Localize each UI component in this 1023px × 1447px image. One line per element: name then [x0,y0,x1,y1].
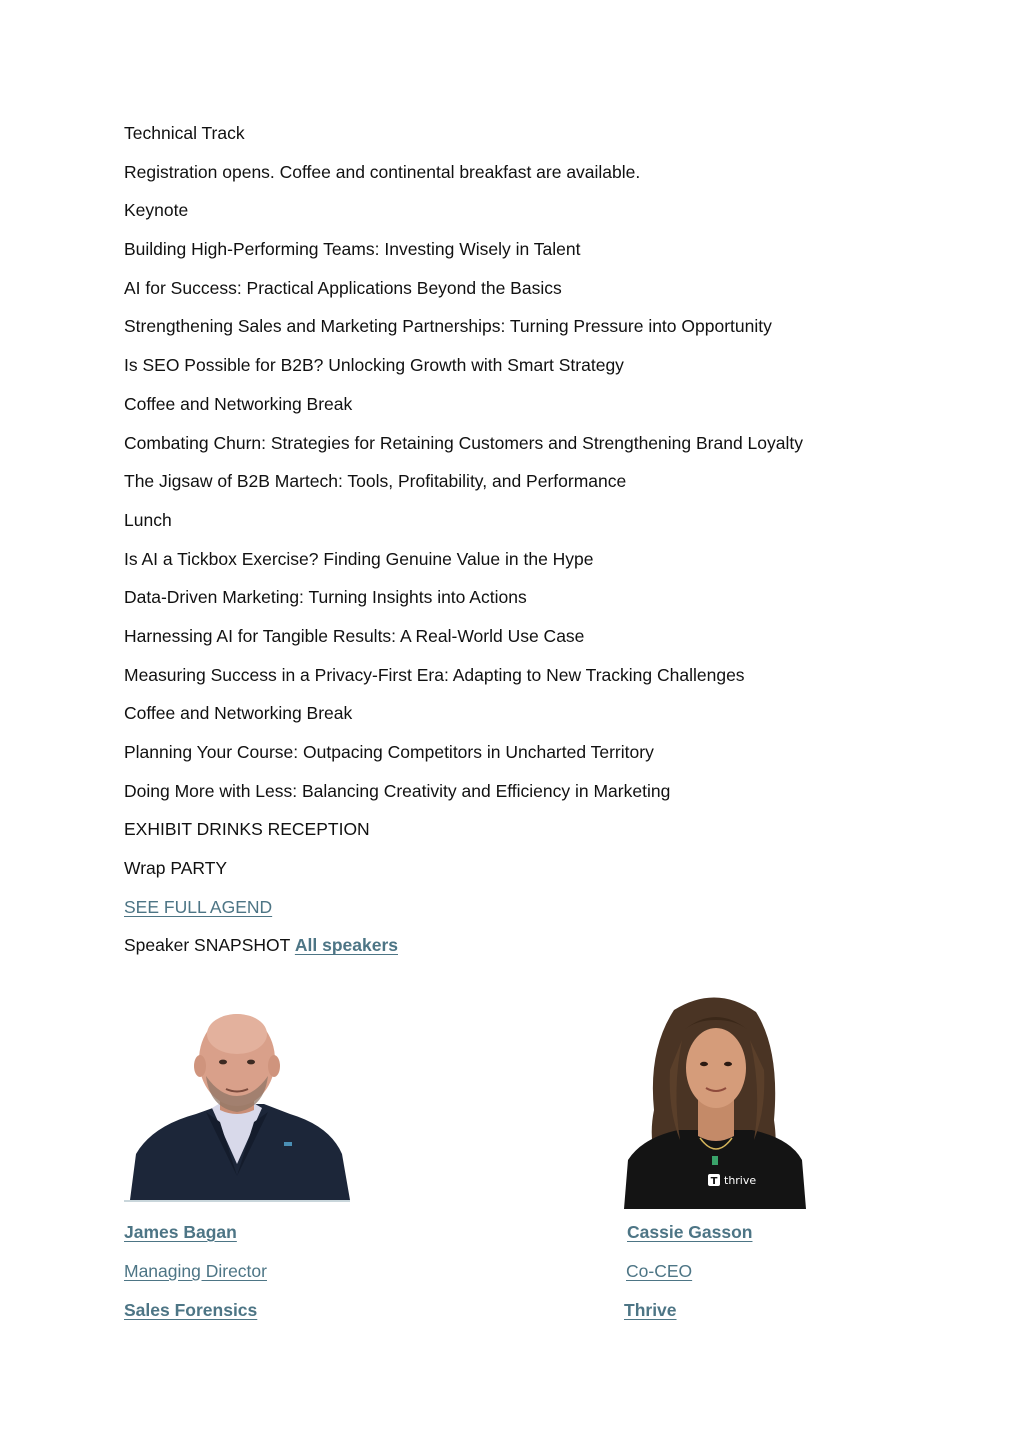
speaker-name-link[interactable]: Cassie Gasson [627,1222,753,1242]
speaker-org-link[interactable]: Sales Forensics [124,1300,258,1320]
agenda-item: Coffee and Networking Break [124,703,353,724]
agenda-item: The Jigsaw of B2B Martech: Tools, Profitability, and Performance [124,471,627,492]
full-agenda-row [124,896,904,918]
agenda-item: Combating Churn: Strategies for Retaining Customers and Strengthening Brand Loyalty [124,432,803,453]
speaker-name-link[interactable]: James Bagan [124,1222,237,1242]
agenda-section [124,122,904,973]
agenda-item: Lunch [124,509,172,530]
agenda-item: Registration opens. Coffee and continental breakfast are available. [124,161,641,182]
agenda-item: Measuring Success in a Privacy-First Era: Adapting to New Tracking Challenges [124,664,745,685]
speaker-photo-image [124,1004,350,1200]
agenda-item: Strengthening Sales and Marketing Partnerships: Turning Pressure into Opportunity [124,316,772,337]
agenda-item: Data-Driven Marketing: Turning Insights into Actions [124,587,527,608]
agenda-item: Harnessing AI for Tangible Results: A Real-World Use Case [124,625,585,646]
agenda-item: Wrap PARTY [124,858,228,879]
agenda-item: Coffee and Networking Break [124,393,353,414]
agenda-item: Planning Your Course: Outpacing Competitors in Uncharted Territory [124,742,654,762]
speaker-role-link[interactable]: Managing Director [124,1261,267,1281]
speaker-photo-image [624,990,806,1209]
speaker-photo[interactable] [624,990,806,1209]
agenda-item: Doing More with Less: Balancing Creativity and Efficiency in Marketing [124,780,671,801]
speaker-snapshot-row [124,934,904,956]
agenda-item: Technical Track [124,123,245,143]
agenda-item: EXHIBIT DRINKS RECEPTION [124,819,370,840]
agenda-item: AI for Success: Practical Applications Beyond the Basics [124,277,562,298]
all-speakers-link[interactable]: All speakers [294,935,398,956]
agenda-item: Building High-Performing Teams: Investing Wisely in Talent [124,239,581,260]
speaker-org-link[interactable]: Thrive [624,1300,677,1320]
agenda-item: Is AI a Tickbox Exercise? Finding Genuine Value in the Hype [124,548,594,569]
speaker-photo[interactable] [124,1004,350,1202]
speaker-role-link[interactable]: Co-CEO [626,1261,693,1281]
thrive-shirt-logo: thrive [724,1174,757,1187]
speaker-grid [124,990,924,1330]
speaker-snapshot-label: Speaker SNAPSHOT [124,935,290,956]
svg-text:T: T [710,1176,718,1187]
agenda-item: Is SEO Possible for B2B? Unlocking Growth with Smart Strategy [124,355,624,376]
full-agenda-link[interactable]: SEE FULL AGEND [124,896,273,917]
agenda-item: Keynote [124,200,189,221]
